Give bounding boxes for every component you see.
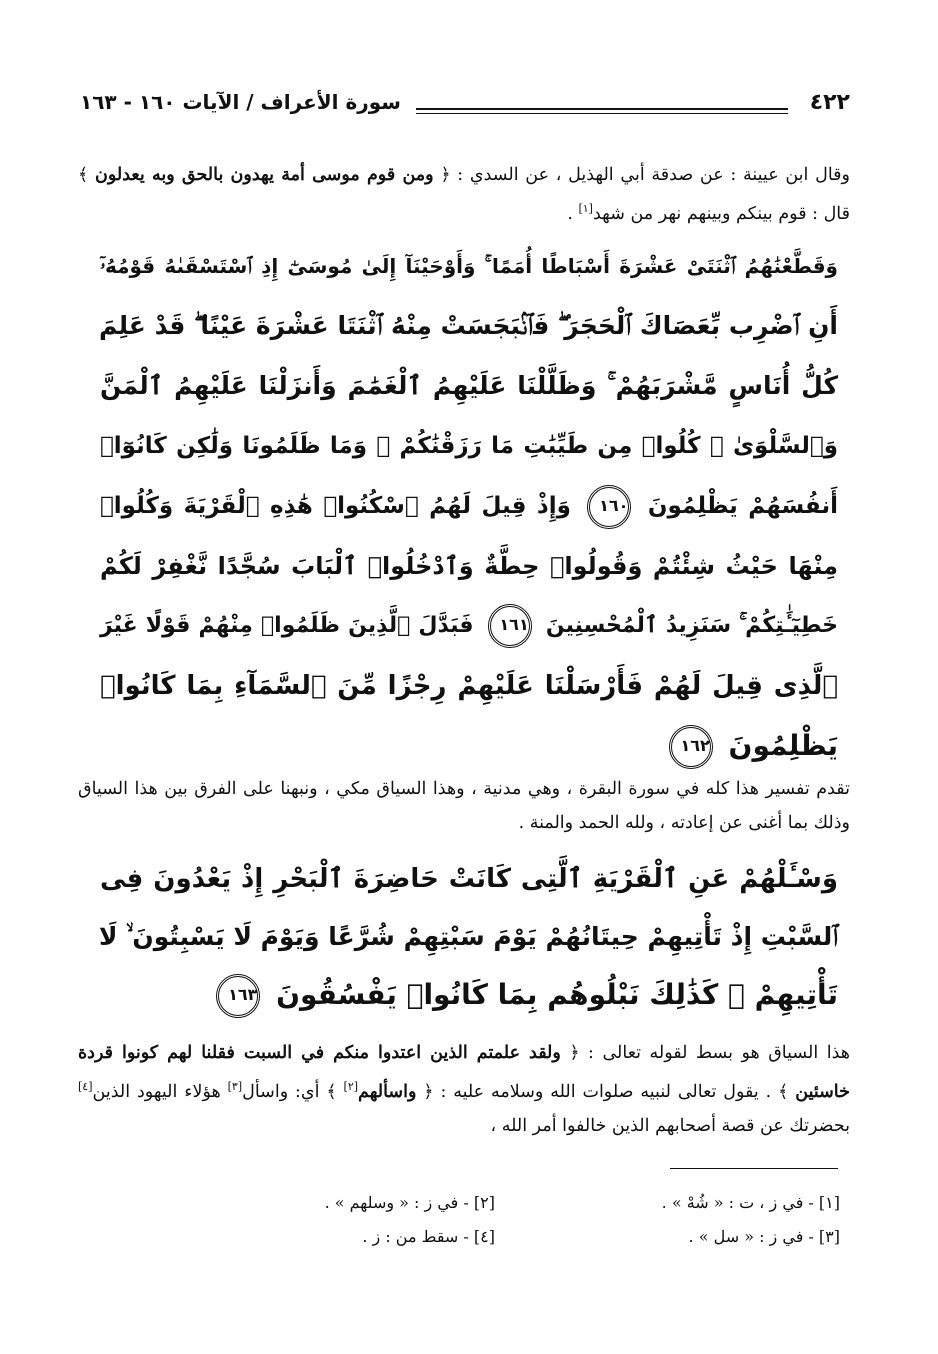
header-rule-thin — [416, 113, 788, 114]
verse-line: ٱلسَّبْتِ إِذْ تَأْتِيهِمْ حِيتَانُهُمْ يَوْمَ سَبْتِهِمْ شُرَّعًا وَيَوْمَ لَا يَسْبِتُونَ ۙ لَا — [98, 922, 838, 951]
tafsir-paragraph-1: تقدم تفسير هذا كله في سورة البقرة ، وهي مدنية ، وهذا السياق مكي ، ونبهنا على الفرق بين هذا السياق وذلك بما أغنى عن إعادته ، ولله الحمد والمنة . — [78, 779, 850, 833]
footnote-ref-4: [٤] — [78, 1080, 93, 1093]
tafsir-quote: واسألهم — [358, 1081, 417, 1102]
verse-line: ٱلَّذِى قِيلَ لَهُمْ فَأَرْسَلْنَا عَلَيْهِمْ رِجْزًا مِّنَ ٱلسَّمَآءِ بِمَا كَانُوا۟ — [100, 671, 838, 701]
verse-line — [100, 596, 838, 656]
footnote-1: [١] - في ز ، ت : « شُهْ » . — [661, 1193, 840, 1212]
page-header — [80, 86, 850, 126]
tafsir-quote: ولقد علمتم الذين اعتدوا منكم في السبت فقلنا لهم كونوا قردة خاسئين — [78, 1043, 850, 1102]
ayah-number-160: ١٦٠ — [587, 485, 631, 529]
tafsir-text: ﴾ . يقول تعالى لنبيه صلوات الله وسلامه عليه : ﴿ — [423, 1081, 789, 1102]
verse-text: خَطِيٓـَٰٔتِكُمْ ۚ سَنَزِيدُ ٱلْمُحْسِنِينَ — [545, 613, 838, 638]
footnote-ref-3: [٣] — [227, 1080, 243, 1093]
quran-verse-163 — [100, 850, 838, 1024]
verse-text: تَأْتِيهِمْ ۚ كَذَٰلِكَ نَبْلُوهُم بِمَا كَانُوا۟ يَفْسُقُونَ — [276, 978, 838, 1011]
verse-text: يَظْلِمُونَ — [728, 729, 838, 762]
footnote-separator — [670, 1168, 838, 1169]
intro-end: . — [567, 203, 579, 224]
footnotes — [150, 1186, 840, 1254]
footnote-row — [150, 1186, 840, 1220]
footnote-4: [٤] - سقط من : ز . — [362, 1227, 495, 1246]
verse-line: وَسْـَٔلْهُمْ عَنِ ٱلْقَرْيَةِ ٱلَّتِى كَانَتْ حَاضِرَةَ ٱلْبَحْرِ إِذْ يَعْدُونَ فِى — [100, 864, 838, 894]
verse-text: وَإِذْ قِيلَ لَهُمُ ٱسْكُنُوا۟ هَٰذِهِ ٱلْقَرْيَةَ وَكُلُوا۟ — [100, 493, 571, 519]
intro-text-cont: ﴾ قال : قوم بينكم وبينهم نهر من شهد — [78, 165, 850, 224]
verse-line — [100, 476, 838, 536]
page-number: ٤٢٢ — [809, 90, 850, 115]
tafsir-text: بحضرتك عن قصة أصحابهم الذين خالفوا أمر الله ، — [490, 1115, 850, 1136]
verse-line — [100, 966, 838, 1024]
tafsir-text: هؤلاء اليهود الذين — [92, 1081, 228, 1102]
verse-text: فَبَدَّلَ ٱلَّذِينَ ظَلَمُوا۟ مِنْهُمْ قَوْلًا غَيْرَ — [100, 613, 474, 638]
verse-line: أَنِ ٱضْرِب بِّعَصَاكَ ٱلْحَجَرَ ۖ فَٱنۢبَجَسَتْ مِنْهُ ٱثْنَتَا عَشْرَةَ عَيْنًا ۖ قَدْ عَلِمَ — [98, 311, 838, 340]
tafsir-text: ﴾ أي: واسأل — [242, 1081, 337, 1102]
tafsir-paragraph-2 — [78, 1036, 850, 1143]
footnote-ref-1: [١] — [578, 202, 593, 215]
verse-line: وَقَطَّعْنَٰهُمُ ٱثْنَتَىْ عَشْرَةَ أَسْبَاطًا أُمَمًا ۚ وَأَوْحَيْنَآ إِلَىٰ مُوسَىٰٓ إِذِ ٱسْتَسْقَىٰهُ قَوْمُهُۥٓ — [100, 254, 838, 278]
verse-line: كُلُّ أُنَاسٍ مَّشْرَبَهُمْ ۚ وَظَلَّلْنَا عَلَيْهِمُ ٱلْغَمَٰمَ وَأَنزَلْنَا عَلَيْهِمُ ٱلْمَنَّ — [100, 371, 838, 400]
footnote-2: [٢] - في ز : « وسلهم » . — [324, 1193, 495, 1212]
header-rule — [416, 108, 788, 110]
intro-quote: ومن قوم موسى أمة يهدون بالحق وبه يعدلون — [94, 165, 434, 185]
intro-paragraph — [78, 158, 850, 231]
ayah-number-161: ١٦١ — [488, 604, 532, 648]
verse-text: أَنفُسَهُمْ يَظْلِمُونَ — [647, 493, 839, 519]
intro-text: وقال ابن عيينة : عن صدقة أبي الهذيل ، عن السدي : ﴿ — [440, 165, 850, 185]
verse-line — [100, 716, 838, 776]
ayah-number-162: ١٦٢ — [669, 725, 713, 769]
verse-line: وَٱلسَّلْوَىٰ ۖ كُلُوا۟ مِن طَيِّبَٰتِ مَا رَزَقْنَٰكُمْ ۚ وَمَا ظَلَمُونَا وَلَٰكِن كَانُوٓا۟ — [100, 433, 838, 459]
verse-line: مِنْهَا حَيْثُ شِئْتُمْ وَقُولُوا۟ حِطَّةٌ وَٱدْخُلُوا۟ ٱلْبَابَ سُجَّدًا نَّغْفِرْ لَكُمْ — [100, 552, 838, 580]
tafsir-text: هذا السياق هو بسط لقوله تعالى : ﴿ — [569, 1043, 850, 1063]
footnote-3: [٣] - في ز : « سل » . — [688, 1227, 840, 1246]
quran-verses-160-162 — [100, 236, 838, 776]
footnote-row — [150, 1220, 840, 1254]
footnote-ref-2: [٢] — [343, 1080, 359, 1093]
running-title: سورة الأعراف / الآيات ١٦٠ - ١٦٣ — [80, 90, 401, 114]
ayah-number-163: ١٦٣ — [216, 974, 260, 1018]
